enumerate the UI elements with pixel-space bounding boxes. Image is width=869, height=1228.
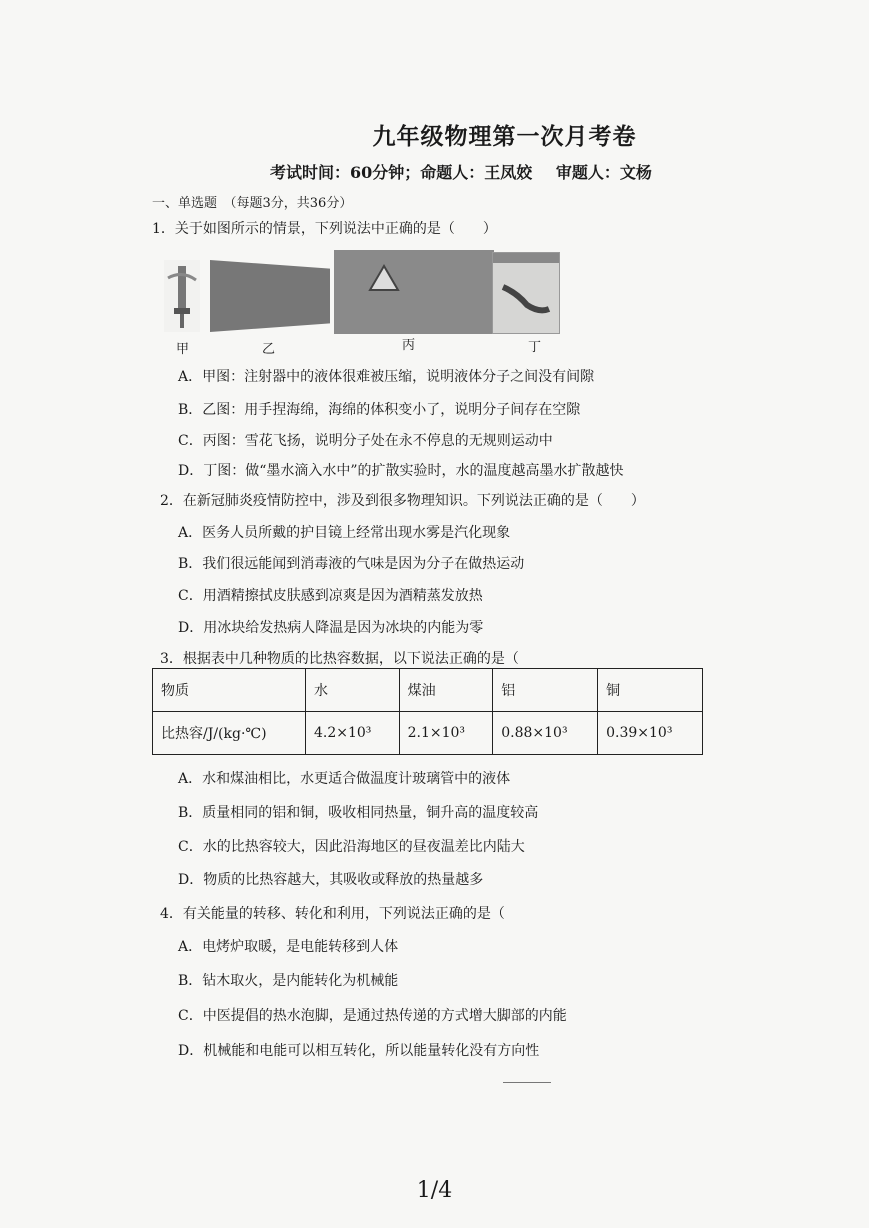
table-cell: 4.2×10³ bbox=[306, 712, 400, 755]
table-cell: 水 bbox=[306, 669, 400, 712]
question-1-option-c: C．丙图：雪花飞扬，说明分子处在永不停息的无规则运动中 bbox=[178, 433, 553, 449]
question-2-option-d: D．用冰块给发热病人降温是因为冰块的内能为零 bbox=[178, 620, 484, 636]
figure-label-yi: 乙 bbox=[262, 342, 276, 357]
question-3-stem: 3．根据表中几种物质的比热容数据，以下说法正确的是（ bbox=[160, 651, 519, 667]
table-cell: 0.88×10³ bbox=[493, 712, 598, 755]
table-cell: 比热容/J/(kg·℃) bbox=[153, 712, 306, 755]
section-heading: 一、单选题 （每题3分，共36分） bbox=[152, 196, 353, 211]
question-4-option-b: B．钻木取火，是内能转化为机械能 bbox=[178, 973, 399, 989]
table-row bbox=[153, 712, 703, 755]
question-1-figures bbox=[158, 250, 560, 360]
question-3-option-c: C．水的比热容较大，因此沿海地区的昼夜温差比内陆大 bbox=[178, 839, 525, 855]
page-title: 九年级物理第一次月考卷 bbox=[372, 123, 637, 150]
table-cell: 2.1×10³ bbox=[399, 712, 493, 755]
table-cell: 物质 bbox=[153, 669, 306, 712]
figure-yi-sponge bbox=[210, 260, 330, 332]
question-2-option-a: A．医务人员所戴的护目镜上经常出现水雾是汽化现象 bbox=[178, 525, 511, 541]
exam-time: 考试时间：60分钟；命题人：王凤姣 bbox=[270, 163, 533, 182]
question-2-stem: 2．在新冠肺炎疫情防控中，涉及到很多物理知识。下列说法正确的是（ ） bbox=[160, 493, 645, 509]
table-header-row bbox=[153, 669, 703, 712]
question-2-option-b: B．我们很远能闻到消毒液的气味是因为分子在做热运动 bbox=[178, 556, 525, 572]
syringe-icon bbox=[164, 260, 200, 332]
divider bbox=[503, 1082, 551, 1083]
question-1-stem: 1．关于如图所示的情景，下列说法中正确的是（ ） bbox=[152, 221, 497, 237]
beaker-icon bbox=[493, 253, 559, 333]
page-number: 1/4 bbox=[416, 1178, 453, 1203]
question-4-option-d: D．机械能和电能可以相互转化，所以能量转化没有方向性 bbox=[178, 1043, 540, 1059]
question-3-option-b: B．质量相同的铝和铜，吸收相同热量，铜升高的温度较高 bbox=[178, 805, 539, 821]
question-2-option-c: C．用酒精擦拭皮肤感到凉爽是因为酒精蒸发放热 bbox=[178, 588, 483, 604]
figure-label-ding: 丁 bbox=[528, 340, 542, 355]
question-4-option-c: C．中医提倡的热水泡脚，是通过热传递的方式增大脚部的内能 bbox=[178, 1008, 567, 1024]
table-cell: 煤油 bbox=[399, 669, 493, 712]
question-3-option-d: D．物质的比热容越大，其吸收或释放的热量越多 bbox=[178, 872, 484, 888]
specific-heat-table bbox=[152, 668, 703, 755]
figure-label-jia: 甲 bbox=[176, 342, 190, 357]
figure-label-bing: 丙 bbox=[402, 338, 416, 353]
figure-jia-syringe bbox=[164, 260, 200, 332]
question-1-option-b: B．乙图：用手捏海绵，海绵的体积变小了，说明分子间存在空隙 bbox=[178, 402, 581, 418]
figure-ding-beaker bbox=[492, 252, 560, 334]
exam-info bbox=[270, 160, 670, 183]
question-4-option-a: A．电烤炉取暖，是电能转移到人体 bbox=[178, 939, 399, 955]
table-cell: 0.39×10³ bbox=[598, 712, 703, 755]
question-1-option-a: A．甲图：注射器中的液体很难被压缩，说明液体分子之间没有间隙 bbox=[178, 369, 595, 385]
question-3-option-a: A．水和煤油相比，水更适合做温度计玻璃管中的液体 bbox=[178, 771, 511, 787]
warning-sign-icon bbox=[334, 250, 494, 334]
figure-bing-snow bbox=[334, 250, 494, 334]
table-cell: 铜 bbox=[598, 669, 703, 712]
question-4-stem: 4．有关能量的转移、转化和利用，下列说法正确的是（ bbox=[160, 906, 505, 922]
exam-reviewer: 审题人：文杨 bbox=[555, 163, 652, 182]
table-cell: 铝 bbox=[493, 669, 598, 712]
question-1-option-d: D．丁图：做“墨水滴入水中”的扩散实验时，水的温度越高墨水扩散越快 bbox=[178, 463, 624, 479]
